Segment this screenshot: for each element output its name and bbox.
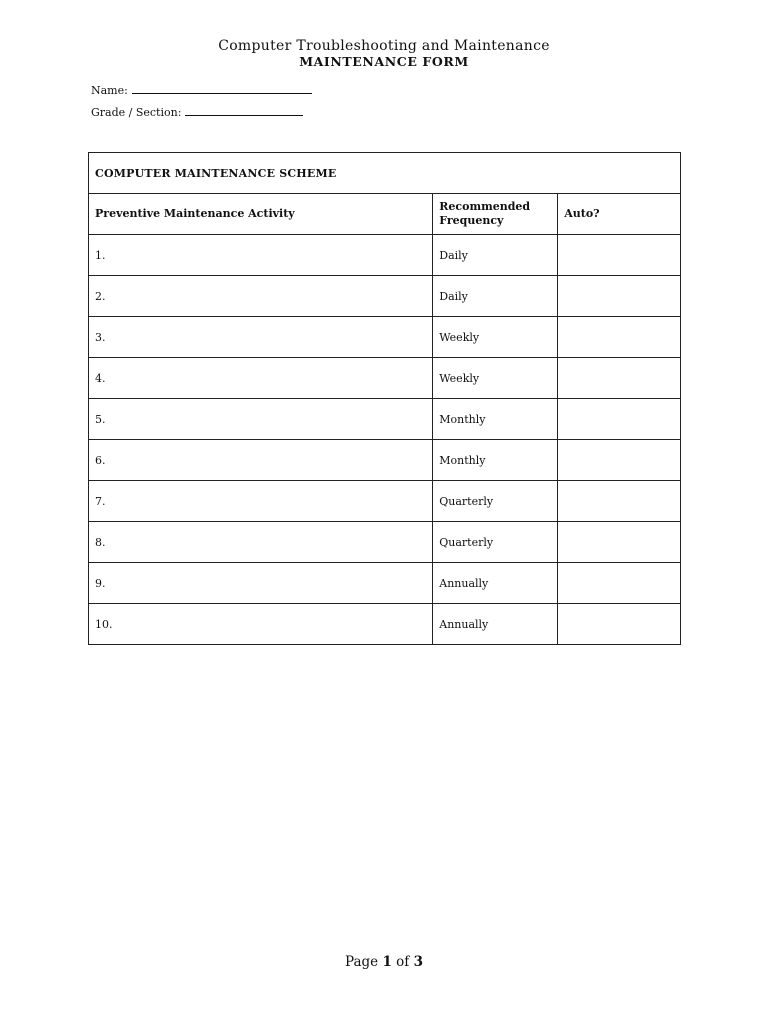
table-row <box>89 317 681 358</box>
table-row <box>89 440 681 481</box>
row-number: 7. <box>95 494 106 508</box>
grade-section-field-row <box>91 106 312 128</box>
table-row <box>89 563 681 604</box>
activity-column-header: Preventive Maintenance Activity <box>89 194 433 235</box>
table-row <box>89 604 681 645</box>
auto-cell[interactable] <box>558 358 681 399</box>
frequency-cell: Annually <box>433 563 558 604</box>
row-number: 5. <box>95 412 106 426</box>
table-row <box>89 481 681 522</box>
current-page-number: 1 <box>382 954 392 970</box>
name-blank-line[interactable] <box>132 84 312 94</box>
activity-cell[interactable] <box>89 563 433 604</box>
frequency-cell: Monthly <box>433 399 558 440</box>
row-number: 4. <box>95 371 106 385</box>
name-label: Name: <box>91 84 128 97</box>
auto-column-header: Auto? <box>558 194 681 235</box>
row-number: 2. <box>95 289 106 303</box>
course-title: Computer Troubleshooting and Maintenance <box>218 38 550 54</box>
activity-cell[interactable] <box>89 604 433 645</box>
table-row <box>89 522 681 563</box>
activity-cell[interactable] <box>89 522 433 563</box>
auto-cell[interactable] <box>558 440 681 481</box>
activity-cell[interactable] <box>89 481 433 522</box>
frequency-cell: Daily <box>433 276 558 317</box>
frequency-header-line1: Recommended <box>439 200 531 213</box>
page-prefix: Page <box>345 954 379 970</box>
auto-cell[interactable] <box>558 522 681 563</box>
activity-cell[interactable] <box>89 276 433 317</box>
name-field-row <box>91 84 312 106</box>
frequency-column-header <box>433 194 558 235</box>
auto-cell[interactable] <box>558 399 681 440</box>
auto-cell[interactable] <box>558 481 681 522</box>
frequency-cell: Quarterly <box>433 481 558 522</box>
auto-cell[interactable] <box>558 604 681 645</box>
auto-cell[interactable] <box>558 235 681 276</box>
table-row <box>89 399 681 440</box>
auto-cell[interactable] <box>558 276 681 317</box>
total-pages-number: 3 <box>413 954 423 970</box>
form-title: MAINTENANCE FORM <box>299 54 469 69</box>
frequency-cell: Weekly <box>433 317 558 358</box>
document-header <box>0 38 768 70</box>
frequency-header-line2: Frequency <box>439 214 504 227</box>
maintenance-scheme-table <box>88 152 681 645</box>
frequency-cell: Annually <box>433 604 558 645</box>
table-row <box>89 235 681 276</box>
row-number: 3. <box>95 330 106 344</box>
frequency-cell: Monthly <box>433 440 558 481</box>
auto-cell[interactable] <box>558 317 681 358</box>
table-header-row <box>89 194 681 235</box>
frequency-cell: Daily <box>433 235 558 276</box>
table-title: COMPUTER MAINTENANCE SCHEME <box>89 153 681 194</box>
table-title-row <box>89 153 681 194</box>
student-fields <box>91 84 312 128</box>
activity-cell[interactable] <box>89 235 433 276</box>
row-number: 9. <box>95 576 106 590</box>
auto-cell[interactable] <box>558 563 681 604</box>
table-body <box>89 235 681 645</box>
grade-section-blank-line[interactable] <box>185 106 303 116</box>
row-number: 1. <box>95 248 106 262</box>
row-number: 8. <box>95 535 106 549</box>
activity-cell[interactable] <box>89 440 433 481</box>
frequency-cell: Weekly <box>433 358 558 399</box>
frequency-cell: Quarterly <box>433 522 558 563</box>
row-number: 10. <box>95 617 113 631</box>
activity-cell[interactable] <box>89 399 433 440</box>
activity-cell[interactable] <box>89 317 433 358</box>
of-label: of <box>396 954 410 970</box>
page-footer <box>0 954 768 970</box>
row-number: 6. <box>95 453 106 467</box>
table-row <box>89 358 681 399</box>
grade-section-label: Grade / Section: <box>91 106 182 119</box>
activity-cell[interactable] <box>89 358 433 399</box>
table-row <box>89 276 681 317</box>
